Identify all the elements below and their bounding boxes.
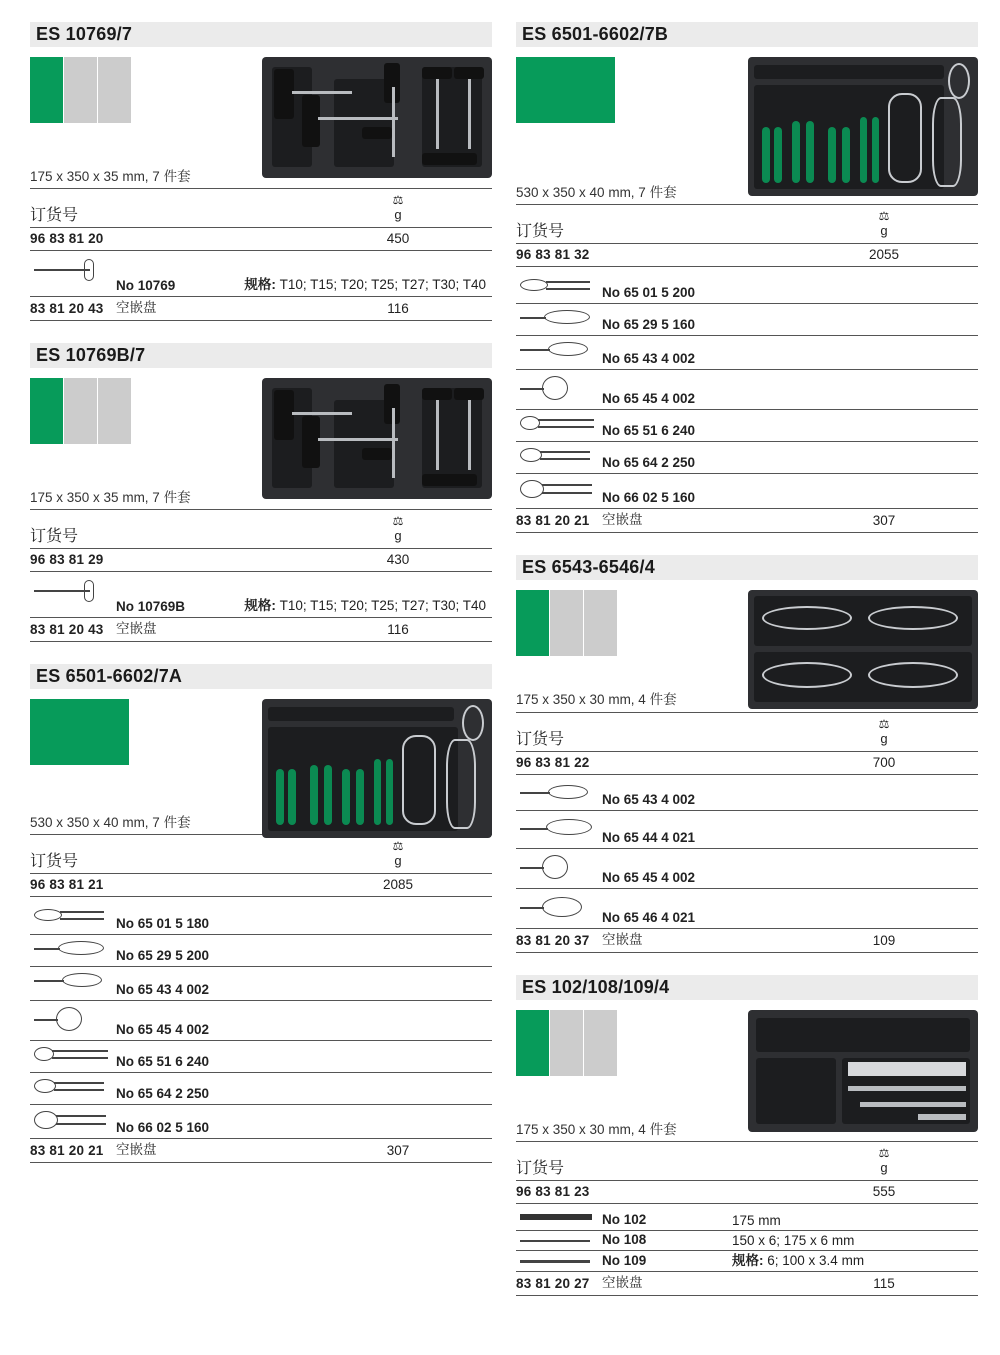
swatch-gray bbox=[584, 1010, 617, 1076]
order-number: 96 83 81 20 bbox=[30, 231, 104, 246]
weight-unit: g bbox=[880, 1160, 888, 1175]
item-row bbox=[516, 849, 978, 889]
item-row bbox=[516, 370, 978, 410]
section-title: ES 6501-6602/7A bbox=[30, 664, 492, 689]
order-number: 96 83 81 22 bbox=[516, 755, 590, 770]
item-spec: 规格: T10; T15; T20; T25; T27; T30; T40 bbox=[244, 598, 486, 613]
color-swatches bbox=[30, 378, 132, 444]
needle-nose-pliers-icon bbox=[518, 308, 594, 328]
order-row bbox=[516, 751, 978, 775]
external-circlip-pliers-icon bbox=[32, 1005, 108, 1033]
insert-number: 83 81 20 37 bbox=[516, 933, 590, 948]
locking-pliers-icon bbox=[518, 446, 594, 466]
item-row bbox=[30, 251, 492, 297]
tray-image-circlip-pliers bbox=[748, 590, 978, 709]
item-row bbox=[516, 811, 978, 849]
left-column bbox=[30, 22, 492, 1185]
item-row bbox=[516, 889, 978, 929]
item-row bbox=[30, 897, 492, 935]
circlip-pliers-icon bbox=[32, 971, 108, 991]
insert-row bbox=[30, 297, 492, 321]
swatch-gray bbox=[98, 378, 131, 444]
order-row bbox=[30, 227, 492, 251]
swatch-gray bbox=[98, 57, 131, 123]
swatch-green bbox=[30, 378, 63, 444]
item-row bbox=[30, 967, 492, 1001]
swatch-green bbox=[30, 57, 63, 123]
order-label: 订货号 bbox=[516, 731, 565, 748]
weight-unit: g bbox=[880, 223, 888, 238]
insert-label: 空嵌盘 bbox=[602, 932, 643, 947]
header-row bbox=[30, 189, 492, 227]
water-pump-pliers-icon bbox=[32, 1045, 108, 1065]
item-row bbox=[516, 474, 978, 509]
order-label: 订货号 bbox=[30, 853, 79, 870]
item-number: No 66 02 5 160 bbox=[116, 1120, 210, 1135]
item-number: No 109 bbox=[602, 1253, 647, 1268]
section-title: ES 6501-6602/7B bbox=[516, 22, 978, 47]
item-spec: 规格: T10; T15; T20; T25; T27; T30; T40 bbox=[244, 277, 486, 292]
color-swatches bbox=[516, 590, 618, 656]
item-row bbox=[516, 775, 978, 811]
combination-pliers-icon bbox=[518, 275, 594, 295]
weight-value: 2085 bbox=[382, 877, 414, 892]
weight-unit: g bbox=[394, 207, 402, 222]
insert-weight: 116 bbox=[387, 301, 409, 316]
pin-punch-icon bbox=[518, 1237, 594, 1245]
swatch-gray bbox=[550, 1010, 583, 1076]
dimensions-text: 530 x 350 x 40 mm, 7 件套 bbox=[30, 815, 191, 830]
swatch-green bbox=[516, 590, 549, 656]
combination-pliers-icon bbox=[32, 905, 108, 925]
color-swatches bbox=[516, 57, 616, 123]
swatch-gray bbox=[550, 590, 583, 656]
tray-image-chisels bbox=[748, 1010, 978, 1132]
item-number: No 65 51 6 240 bbox=[602, 423, 696, 438]
chisel-icon bbox=[518, 1212, 594, 1222]
item-size: 150 x 6; 175 x 6 mm bbox=[732, 1233, 855, 1248]
color-swatches bbox=[30, 699, 130, 765]
circlip-pliers-icon bbox=[518, 783, 594, 803]
item-number: No 10769B bbox=[116, 599, 186, 614]
item-row bbox=[516, 1204, 978, 1231]
section-es-6543-6546-4 bbox=[516, 555, 978, 953]
item-number: No 65 43 4 002 bbox=[602, 792, 696, 807]
swatch-green bbox=[516, 1010, 549, 1076]
section-es-102-108-109-4 bbox=[516, 975, 978, 1296]
order-row bbox=[516, 243, 978, 267]
order-number: 96 83 81 21 bbox=[30, 877, 104, 892]
dimensions-text: 175 x 350 x 30 mm, 4 件套 bbox=[516, 692, 677, 707]
insert-weight: 307 bbox=[386, 1143, 410, 1158]
item-number: No 10769 bbox=[116, 278, 176, 293]
item-row bbox=[516, 410, 978, 442]
scale-icon: ⚖ bbox=[392, 193, 404, 207]
section-title: ES 10769/7 bbox=[30, 22, 492, 47]
order-row bbox=[30, 548, 492, 572]
color-swatches bbox=[30, 57, 132, 123]
external-circlip-pliers-icon bbox=[518, 853, 594, 881]
swatch-gray bbox=[584, 590, 617, 656]
swatch-green bbox=[30, 699, 129, 765]
header-row bbox=[516, 1142, 978, 1180]
section-es-10769-7 bbox=[30, 22, 492, 321]
weight-value: 700 bbox=[872, 755, 896, 770]
insert-weight: 109 bbox=[872, 933, 896, 948]
water-pump-pliers-icon bbox=[518, 414, 594, 434]
bent-external-circlip-pliers-icon bbox=[518, 893, 594, 921]
item-row bbox=[516, 267, 978, 304]
swatch-gray bbox=[64, 378, 97, 444]
diagonal-cutter-icon bbox=[32, 1107, 108, 1133]
item-number: No 65 45 4 002 bbox=[602, 391, 696, 406]
insert-weight: 115 bbox=[873, 1276, 895, 1291]
insert-weight: 116 bbox=[387, 622, 409, 637]
insert-row bbox=[516, 929, 978, 953]
item-row bbox=[30, 1001, 492, 1041]
order-row bbox=[516, 1180, 978, 1204]
item-number: No 65 45 4 002 bbox=[602, 870, 696, 885]
tray-image-t-handle bbox=[262, 378, 492, 499]
diagonal-cutter-icon bbox=[518, 476, 594, 502]
item-number: No 65 45 4 002 bbox=[116, 1022, 210, 1037]
tray-image-pliers bbox=[262, 699, 492, 838]
insert-row bbox=[516, 1272, 978, 1296]
section-es-6501-6602-7a bbox=[30, 664, 492, 1163]
order-label: 订货号 bbox=[30, 528, 79, 545]
weight-value: 450 bbox=[386, 231, 410, 246]
insert-row bbox=[30, 618, 492, 642]
section-title: ES 102/108/109/4 bbox=[516, 975, 978, 1000]
weight-value: 430 bbox=[386, 552, 410, 567]
item-number: No 65 29 5 200 bbox=[116, 948, 210, 963]
order-label: 订货号 bbox=[516, 223, 565, 240]
item-number: No 65 43 4 002 bbox=[602, 351, 696, 366]
item-row bbox=[516, 304, 978, 336]
item-number: No 65 01 5 180 bbox=[116, 916, 210, 931]
swatch-gray bbox=[64, 57, 97, 123]
item-size: 175 mm bbox=[732, 1213, 781, 1228]
order-label: 订货号 bbox=[30, 207, 79, 224]
insert-label: 空嵌盘 bbox=[116, 621, 157, 636]
weight-value: 2055 bbox=[868, 247, 900, 262]
section-title: ES 10769B/7 bbox=[30, 343, 492, 368]
weight-value: 555 bbox=[872, 1184, 896, 1199]
scale-icon: ⚖ bbox=[878, 717, 890, 731]
dimensions-text: 175 x 350 x 35 mm, 7 件套 bbox=[30, 490, 191, 505]
scale-icon: ⚖ bbox=[878, 1146, 890, 1160]
external-circlip-pliers-icon bbox=[518, 374, 594, 402]
tray-image-t-handle bbox=[262, 57, 492, 178]
item-number: No 108 bbox=[602, 1232, 647, 1247]
scale-icon: ⚖ bbox=[392, 839, 404, 853]
weight-unit: g bbox=[880, 731, 888, 746]
scale-icon: ⚖ bbox=[878, 209, 890, 223]
section-title: ES 6543-6546/4 bbox=[516, 555, 978, 580]
dimensions-text: 530 x 350 x 40 mm, 7 件套 bbox=[516, 185, 677, 200]
insert-number: 83 81 20 43 bbox=[30, 622, 104, 637]
insert-number: 83 81 20 21 bbox=[516, 513, 590, 528]
scale-icon: ⚖ bbox=[392, 514, 404, 528]
circlip-pliers-icon bbox=[518, 340, 594, 360]
weight-unit: g bbox=[394, 528, 402, 543]
item-number: No 65 43 4 002 bbox=[116, 982, 210, 997]
swatch-green bbox=[516, 57, 615, 123]
item-number: No 65 64 2 250 bbox=[116, 1086, 210, 1101]
needle-nose-pliers-icon bbox=[32, 939, 108, 959]
item-row bbox=[30, 1105, 492, 1139]
item-row bbox=[30, 1041, 492, 1073]
item-number: No 65 64 2 250 bbox=[602, 455, 696, 470]
right-column bbox=[516, 22, 978, 1318]
item-row bbox=[516, 442, 978, 474]
item-row bbox=[30, 1073, 492, 1105]
item-row bbox=[516, 336, 978, 370]
item-number: No 65 46 4 021 bbox=[602, 910, 696, 925]
item-number: No 65 01 5 200 bbox=[602, 285, 696, 300]
item-number: No 65 44 4 021 bbox=[602, 830, 696, 845]
dimensions-text: 175 x 350 x 35 mm, 7 件套 bbox=[30, 169, 191, 184]
bent-circlip-pliers-icon bbox=[518, 817, 594, 837]
item-number: No 66 02 5 160 bbox=[602, 490, 696, 505]
insert-label: 空嵌盘 bbox=[116, 1142, 157, 1157]
item-row bbox=[30, 572, 492, 618]
header-row bbox=[516, 205, 978, 243]
item-row bbox=[516, 1251, 978, 1272]
item-row bbox=[30, 935, 492, 967]
header-row bbox=[30, 835, 492, 873]
section-es-6501-6602-7b bbox=[516, 22, 978, 533]
order-row bbox=[30, 873, 492, 897]
order-number: 96 83 81 23 bbox=[516, 1184, 590, 1199]
insert-row bbox=[516, 509, 978, 533]
item-number: No 102 bbox=[602, 1212, 647, 1227]
insert-label: 空嵌盘 bbox=[602, 512, 643, 527]
insert-label: 空嵌盘 bbox=[602, 1275, 643, 1290]
item-number: No 65 51 6 240 bbox=[116, 1054, 210, 1069]
insert-weight: 307 bbox=[872, 513, 896, 528]
header-row bbox=[30, 510, 492, 548]
locking-pliers-icon bbox=[32, 1077, 108, 1097]
section-es-10769b-7 bbox=[30, 343, 492, 642]
insert-number: 83 81 20 27 bbox=[516, 1276, 590, 1291]
order-label: 订货号 bbox=[516, 1160, 565, 1177]
order-number: 96 83 81 29 bbox=[30, 552, 104, 567]
order-number: 96 83 81 32 bbox=[516, 247, 590, 262]
tray-image-pliers bbox=[748, 57, 978, 196]
item-number: No 65 29 5 160 bbox=[602, 317, 696, 332]
t-handle-screwdriver-icon bbox=[32, 259, 108, 279]
center-punch-icon bbox=[518, 1257, 594, 1265]
insert-row bbox=[30, 1139, 492, 1163]
insert-number: 83 81 20 43 bbox=[30, 301, 104, 316]
item-row bbox=[516, 1231, 978, 1251]
item-size: 规格: 6; 100 x 3.4 mm bbox=[732, 1253, 865, 1268]
dimensions-text: 175 x 350 x 30 mm, 4 件套 bbox=[516, 1122, 677, 1137]
header-row bbox=[516, 713, 978, 751]
insert-label: 空嵌盘 bbox=[116, 300, 157, 315]
insert-number: 83 81 20 21 bbox=[30, 1143, 104, 1158]
color-swatches bbox=[516, 1010, 618, 1076]
t-handle-screwdriver-icon bbox=[32, 580, 108, 600]
weight-unit: g bbox=[394, 853, 402, 868]
